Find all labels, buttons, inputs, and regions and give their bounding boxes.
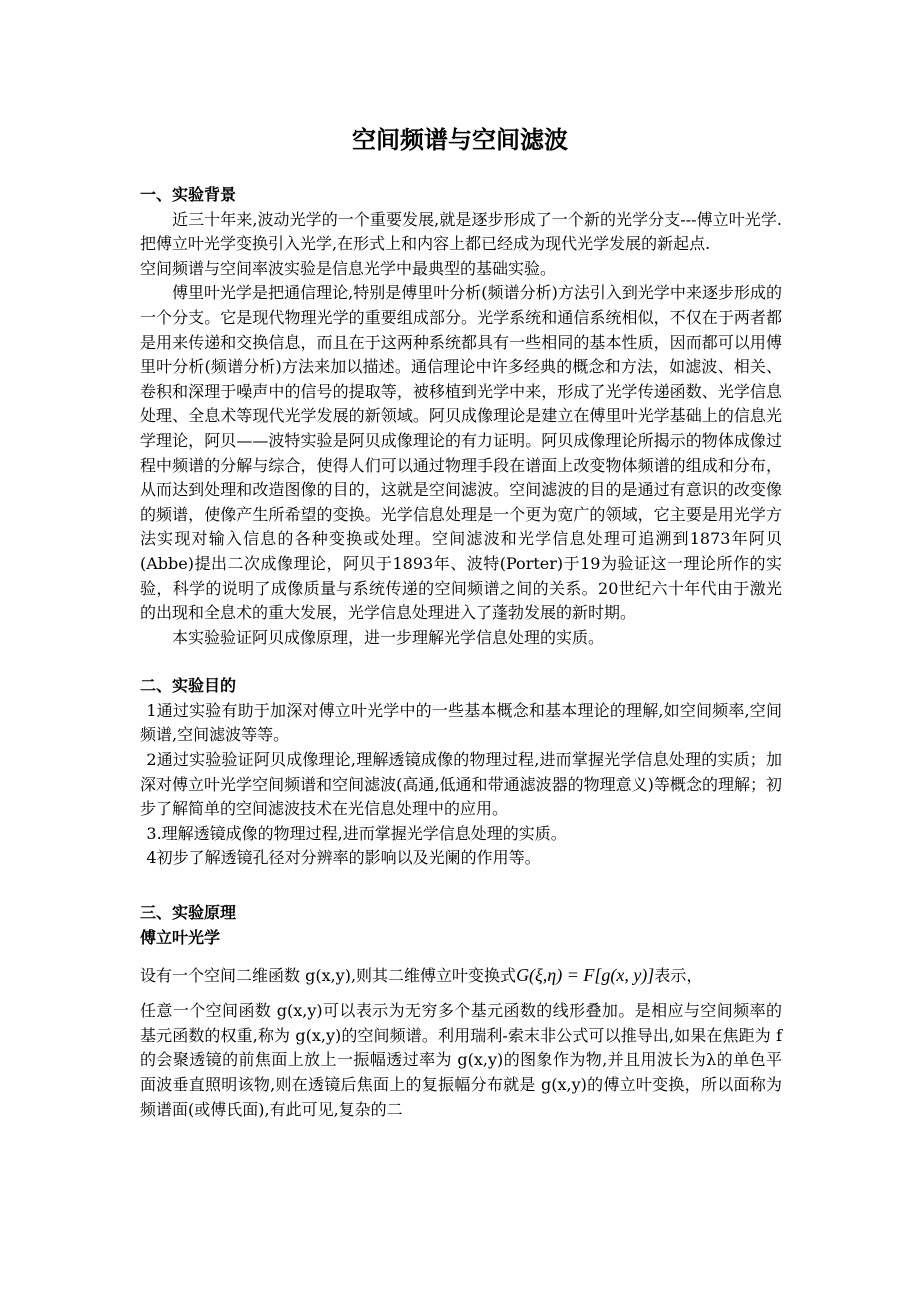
document-body [140, 183, 782, 1122]
spacer [140, 871, 782, 901]
purpose-item-3: 3.理解透镜成像的物理过程,进而掌握光学信息处理的实质。 [146, 823, 567, 843]
paragraph-background-4: 本实验验证阿贝成像原理，进一步理解光学信息处理的实质。 [172, 627, 605, 647]
purpose-item-2: 2通过实验验证阿贝成像理论,理解透镜成像的物理过程,进而掌握光学信息处理的实质；加深对傅立叶光学空间频谱和空间滤波(高通,低通和带通滤波器的物理意义)等概念的理解；初步了解简单的空间滤波技术在光信息处理中的应用。 [140, 750, 782, 819]
purpose-item-1: 1通过实验有助于加深对傅立叶光学中的一些基本概念和基本理论的理解,如空间频率,空间频谱,空间滤波等等。 [140, 700, 782, 745]
paragraph-background-2: 空间频谱与空间率波实验是信息光学中最典型的基础实验。 [140, 258, 557, 278]
fourier-formula: G(ξ,η) = F[g(x, y)] [516, 965, 655, 986]
spacer [140, 950, 782, 958]
subsection-heading-fourier: 傅立叶光学 [140, 927, 221, 947]
formula-tail: 表示， [654, 966, 703, 986]
paragraph-principle-2: 任意一个空间函数 g(x,y)可以表示为无穷多个基元函数的线形叠加。是相应与空间频率的基元函数的权重,称为 g(x,y)的空间频谱。利用瑞利-索末非公式可以推导出,如果在焦距为 f 的会聚透镜的前焦面上放上一振幅透过率为 g(x,y)的图象作为物,并且用波长为λ的单色平面波垂直照明该物,则在透镜后焦面上的复振幅分布就是 g(x,y)的傅立叶变换，所以面称为频谱面(或傅氏面),有此可见,复杂的二 [140, 1001, 782, 1119]
formula-line [140, 958, 782, 993]
purpose-item-4: 4初步了解透镜孔径对分辨率的影响以及光阑的作用等。 [146, 848, 541, 868]
spacer [140, 650, 782, 674]
section-heading-principle: 三、实验原理 [140, 903, 237, 923]
document-title: 空间频谱与空间滤波 [352, 125, 568, 154]
formula-intro: 设有一个空间二维函数 g(x,y),则其二维傅立叶变换式 [140, 966, 517, 986]
section-heading-background: 一、实验背景 [140, 185, 237, 204]
paragraph-background-3: 傅里叶光学是把通信理论,特别是傅里叶分析(频谱分析)方法引入到光学中来逐步形成的一个分支。它是现代物理光学的重要组成部分。光学系统和通信系统相似，不仅在于两者都是用来传递和交换信息，而且在于这两种系统都具有一些相同的基本性质，因而都可以用傅里叶分析(频谱分析)方法来加以描述。通信理论中许多经典的概念和方法，如滤波、相关、卷积和深理于噪声中的信号的提取等，被移植到光学中来，形成了光学传递函数、光学信息处理、全息术等现代光学发展的新领域。阿贝成像理论是建立在傅里叶光学基础上的信息光学理论，阿贝——波特实验是阿贝成像理论的有力证明。阿贝成像理论所揭示的物体成像过程中频谱的分解与综合，使得人们可以通过物理手段在谱面上改变物体频谱的组成和分布，从而达到处理和改造图像的目的，这就是空间滤波。空间滤波的目的是通过有意识的改变像的频谱，使像产生所希望的变换。光学信息处理是一个更为宽广的领域，它主要是用光学方法实现对输入信息的各种变换或处理。空间滤波和光学信息处理可追溯到1873年阿贝(Abbe)提出二次成像理论，阿贝于1893年、波特(Porter)于19为验证这一理论所作的实验，科学的说明了成像质量与系统传递的空间频谱之间的关系。20世纪六十年代由于激光的出现和全息术的重大发展，光学信息处理进入了蓬勃发展的新时期。 [140, 283, 782, 623]
paragraph-background-1: 近三十年来,波动光学的一个重要发展,就是逐步形成了一个新的光学分支---傅立叶光学.把傅立叶光学变换引入光学,在形式上和内容上都已经成为现代光学发展的新起点. [140, 209, 782, 254]
section-heading-purpose: 二、实验目的 [140, 676, 237, 696]
